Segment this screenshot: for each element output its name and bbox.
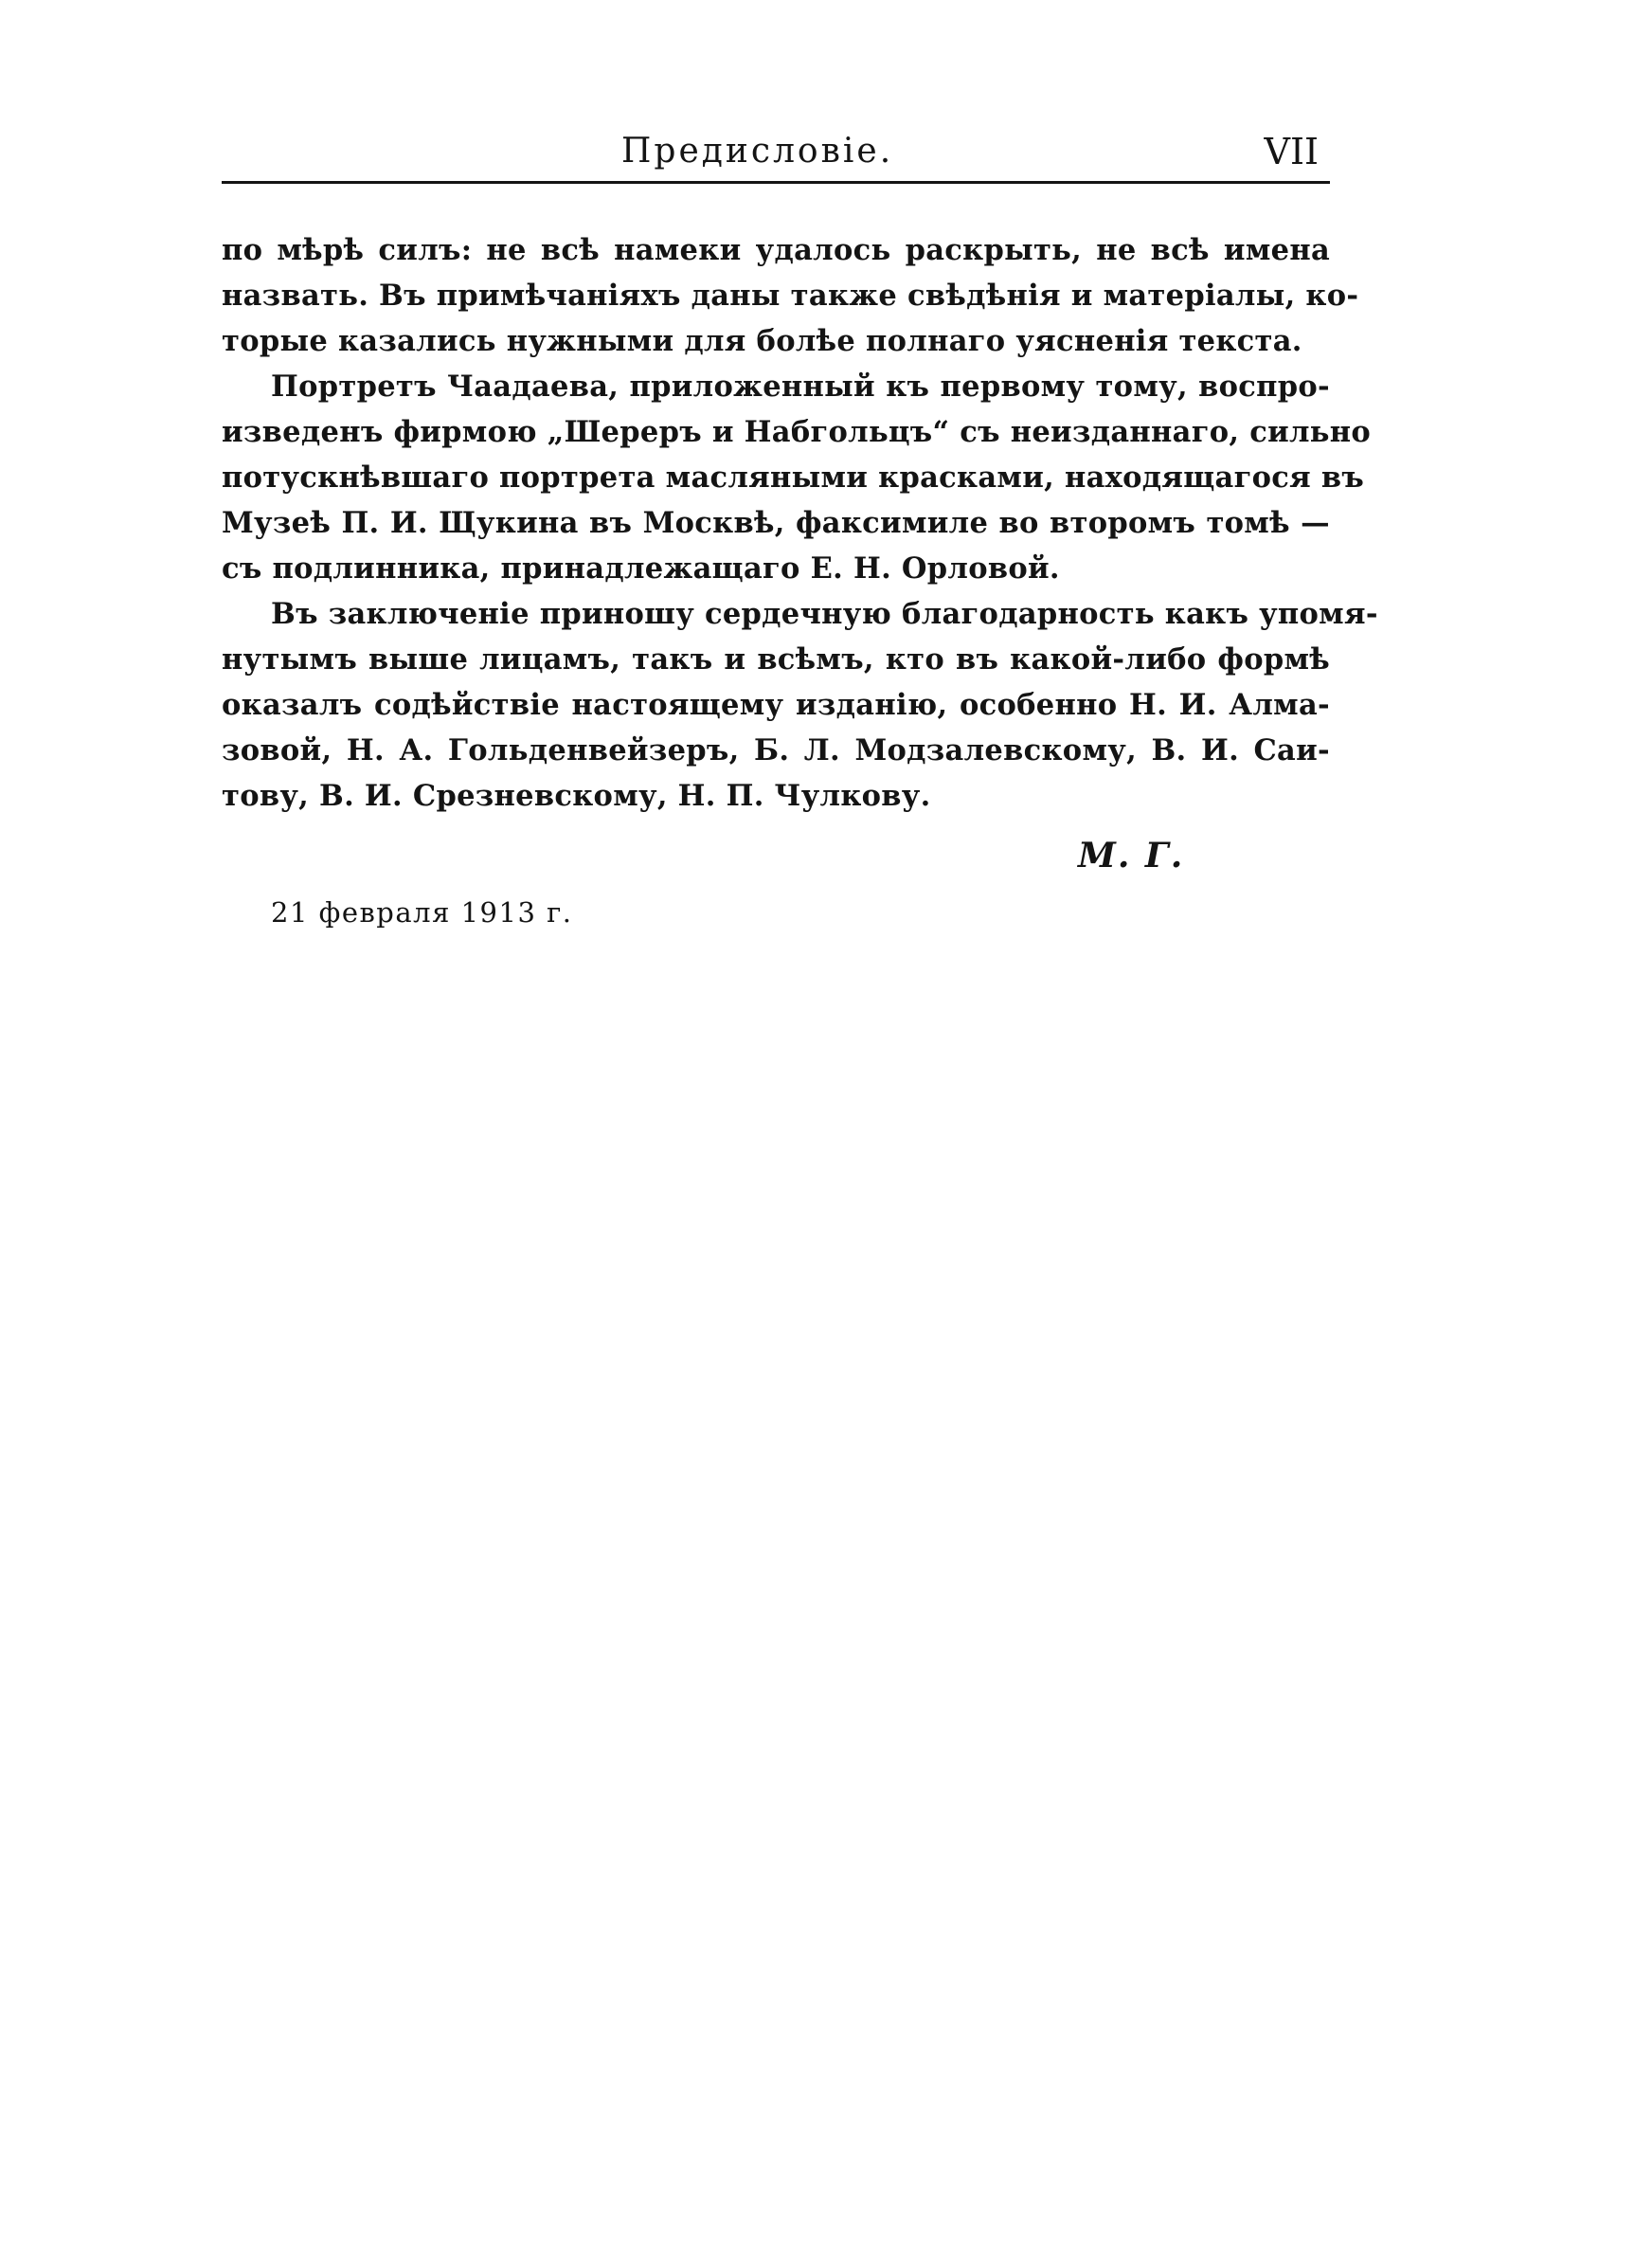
text-line: потускнѣвшаго портрета масляными красками, находящагося въ — [222, 460, 1365, 495]
text-line: назвать. Въ примѣчаніяхъ даны также свѣдѣнія и матеріалы, ко- — [222, 279, 1359, 313]
paragraph — [222, 227, 1359, 364]
text-line: Музеѣ П. И. Щукина въ Москвѣ, факсимиле во второмъ томѣ — — [222, 506, 1330, 540]
text-line: изведенъ фирмою „Шереръ и Набгольцъ“ съ неизданнаго, сильно — [222, 415, 1372, 449]
text-line: съ подлинника, принадлежащаго Е. Н. Орловой. — [222, 551, 1060, 586]
text-line: зовой, Н. А. Гольденвейзеръ, Б. Л. Модзалевскому, В. И. Саи- — [222, 733, 1330, 767]
text-line: тову, В. И. Срезневскому, Н. П. Чулкову. — [222, 779, 931, 813]
paragraph — [222, 364, 1372, 591]
running-title: Предисловіе. — [621, 132, 894, 171]
body-text — [222, 227, 1378, 819]
header-rule — [222, 181, 1330, 184]
page-number: VII — [1264, 131, 1319, 172]
text-line: оказалъ содѣйствіе настоящему изданію, особенно Н. И. Алма- — [222, 688, 1330, 722]
text-line: торые казались нужными для болѣе полнаго уясненія текста. — [222, 324, 1302, 358]
text-line: по мѣрѣ силъ: не всѣ намеки удалось раскрыть, не всѣ имена — [222, 233, 1330, 267]
date-line: 21 февраля 1913 г. — [271, 896, 573, 929]
author-signature: М. Г. — [1078, 836, 1185, 876]
paragraph — [222, 591, 1378, 819]
text-line: нутымъ выше лицамъ, такъ и всѣмъ, кто въ какой-либо формѣ — [222, 642, 1330, 677]
text-line: Портретъ Чаадаева, приложенный къ первому тому, воспро- — [271, 370, 1330, 404]
text-line: Въ заключеніе приношу сердечную благодарность какъ упомя- — [271, 597, 1378, 631]
page-header — [222, 129, 1330, 182]
